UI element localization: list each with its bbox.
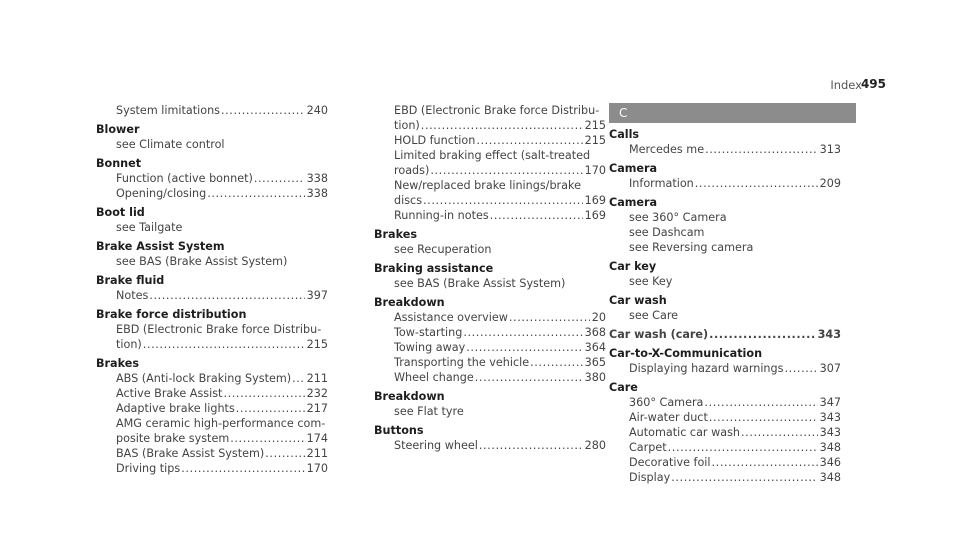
page-header	[788, 78, 908, 94]
index-subentry	[609, 361, 841, 376]
dot-leader	[116, 386, 328, 401]
index-heading: Brakes	[96, 357, 139, 370]
index-subentry	[374, 163, 606, 178]
entry-text: roads)	[394, 164, 430, 177]
page-reference: 215	[306, 338, 328, 351]
dot-leader	[116, 371, 328, 386]
entry-text: Information	[629, 177, 694, 190]
index-subentry	[609, 240, 841, 255]
page-reference: 343	[819, 426, 841, 439]
entry-text: System limitations	[116, 104, 220, 117]
entry-text: discs	[394, 194, 423, 207]
index-heading: Bonnet	[96, 157, 142, 170]
dot-leader	[394, 340, 606, 355]
dot-leader	[609, 327, 841, 342]
index-subentry	[374, 148, 606, 163]
entry-text: see Flat tyre	[394, 405, 464, 418]
index-subentry	[96, 337, 328, 352]
index-subentry	[96, 137, 328, 152]
entry-text: Displaying hazard warnings	[629, 362, 784, 375]
entry-text: Wheel change	[394, 371, 474, 384]
index-subentry	[96, 446, 328, 461]
entry-text: see BAS (Brake Assist System)	[394, 277, 566, 290]
entry-text: Function (active bonnet)	[116, 172, 253, 185]
dot-leader	[116, 288, 328, 303]
dot-leader	[116, 103, 328, 118]
page-number: 495	[860, 77, 886, 91]
entry-text: see Reversing camera	[629, 241, 754, 254]
dot-leader	[394, 355, 606, 370]
dot-leader	[116, 171, 328, 186]
index-subentry	[96, 371, 328, 386]
entry-text: 360° Camera	[629, 396, 704, 409]
index-heading: Boot lid	[96, 206, 145, 219]
page-reference: 347	[819, 396, 841, 409]
page-reference: 169	[584, 209, 606, 222]
entry-text: Automatic car wash	[629, 426, 741, 439]
entry-text: Assistance overview	[394, 311, 508, 324]
dot-leader	[629, 440, 841, 455]
index-subentry	[374, 208, 606, 223]
dot-leader	[629, 455, 841, 470]
page-reference: 215	[584, 134, 606, 147]
entry-text: Car wash (care)	[609, 328, 709, 341]
index-subentry	[374, 118, 606, 133]
index-subentry	[374, 133, 606, 148]
page-reference: 368	[584, 326, 606, 339]
page-reference: 397	[306, 289, 328, 302]
page-reference: 313	[819, 143, 841, 156]
index-subentry	[96, 322, 328, 337]
dot-leader	[629, 395, 841, 410]
index-subentry	[374, 404, 606, 419]
entry-text: Mercedes me	[629, 143, 705, 156]
page-reference: 232	[306, 387, 328, 400]
index-heading: Car key	[609, 260, 657, 273]
index-heading: Brake Assist System	[96, 240, 225, 253]
page-reference: 211	[306, 447, 328, 460]
dot-leader	[394, 438, 606, 453]
index-heading: Car-to-X-Communication	[609, 347, 763, 360]
page-reference: 380	[584, 371, 606, 384]
entry-text: ABS (Anti-lock Braking System)	[116, 372, 292, 385]
index-subentry	[96, 416, 328, 431]
page-reference: 209	[819, 177, 841, 190]
dot-leader	[394, 370, 606, 385]
dot-leader	[116, 431, 328, 446]
index-subentry	[374, 193, 606, 208]
page-reference: 364	[584, 341, 606, 354]
index-subentry	[609, 455, 841, 470]
dot-leader	[629, 142, 841, 157]
dot-leader	[116, 461, 328, 476]
index-heading: Breakdown	[374, 296, 445, 309]
entry-text: Transporting the vehicle	[394, 356, 530, 369]
entry-text: see BAS (Brake Assist System)	[116, 255, 288, 268]
entry-text: Carpet	[629, 441, 667, 454]
dot-leader	[629, 176, 841, 191]
index-label: Index	[830, 78, 862, 92]
entry-text: Steering wheel	[394, 439, 478, 452]
dot-leader	[394, 133, 606, 148]
index-subentry	[374, 178, 606, 193]
index-subentry	[96, 288, 328, 303]
entry-text: Active Brake Assist	[116, 387, 223, 400]
index-heading: Camera	[609, 196, 658, 209]
entry-text: EBD (Electronic Brake force Distribu-	[394, 104, 600, 117]
page-reference: 307	[819, 362, 841, 375]
page-reference: 240	[306, 104, 328, 117]
page-reference: 169	[584, 194, 606, 207]
index-subentry	[96, 186, 328, 201]
index-subentry	[609, 142, 841, 157]
index-subentry	[609, 395, 841, 410]
entry-text: Tow-starting	[394, 326, 463, 339]
dot-leader	[629, 470, 841, 485]
dot-leader	[394, 325, 606, 340]
index-heading: Camera	[609, 162, 658, 175]
index-heading: Car wash	[609, 294, 667, 307]
page-reference: 346	[819, 456, 841, 469]
page-reference: 343	[819, 411, 841, 424]
dot-leader	[116, 186, 328, 201]
page-reference: 211	[306, 372, 328, 385]
page-reference: 338	[306, 172, 328, 185]
index-subentry	[609, 440, 841, 455]
index-heading: Calls	[609, 128, 640, 141]
index-subentry	[374, 340, 606, 355]
entry-text: Adaptive brake lights	[116, 402, 235, 415]
entry-text: see Recuperation	[394, 243, 492, 256]
page-reference: 343	[817, 328, 841, 341]
index-subentry	[96, 220, 328, 235]
index-subentry	[374, 310, 606, 325]
entry-text: Towing away	[394, 341, 466, 354]
index-subentry	[96, 431, 328, 446]
index-subentry	[96, 171, 328, 186]
entry-text: tion)	[394, 119, 420, 132]
index-subentry	[609, 274, 841, 289]
index-heading: Care	[609, 381, 638, 394]
page-reference: 348	[819, 471, 841, 484]
page-reference: 280	[584, 439, 606, 452]
index-heading: Brake force distribution	[96, 308, 247, 321]
entry-text: BAS (Brake Assist System)	[116, 447, 265, 460]
dot-leader	[116, 401, 328, 416]
entry-text: AMG ceramic high-performance com-	[116, 417, 326, 430]
entry-text: HOLD function	[394, 134, 476, 147]
index-subentry	[609, 425, 841, 440]
page-reference: 215	[584, 119, 606, 132]
index-subentry	[374, 438, 606, 453]
index-column-2	[374, 103, 606, 453]
page-reference: 348	[819, 441, 841, 454]
entry-text: Limited braking effect (salt-treated	[394, 149, 591, 162]
index-subentry	[96, 386, 328, 401]
index-subentry	[374, 103, 606, 118]
index-subentry	[96, 401, 328, 416]
page-reference: 217	[306, 402, 328, 415]
entry-text: see Climate control	[116, 138, 225, 151]
page-reference: 20	[591, 311, 606, 324]
entry-text: EBD (Electronic Brake force Distribu-	[116, 323, 322, 336]
index-heading: Braking assistance	[374, 262, 494, 275]
entry-text: see 360° Camera	[629, 211, 727, 224]
dot-leader	[629, 425, 841, 440]
index-column-3	[609, 103, 841, 485]
entry-text: Display	[629, 471, 671, 484]
index-subentry	[96, 461, 328, 476]
entry-text: Running-in notes	[394, 209, 489, 222]
index-subentry	[374, 355, 606, 370]
index-subentry	[374, 325, 606, 340]
index-subentry	[96, 103, 328, 118]
dot-leader	[394, 118, 606, 133]
entry-text: see Key	[629, 275, 673, 288]
index-subentry	[609, 225, 841, 240]
entry-text: see Dashcam	[629, 226, 705, 239]
index-subentry	[609, 176, 841, 191]
index-column-1	[96, 103, 328, 476]
entry-text: New/replaced brake linings/brake	[394, 179, 581, 192]
page-reference: 338	[306, 187, 328, 200]
page-reference: 174	[306, 432, 328, 445]
dot-leader	[116, 446, 328, 461]
entry-text: Notes	[116, 289, 149, 302]
index-subentry	[96, 254, 328, 269]
page-reference: 170	[306, 462, 328, 475]
entry-text: Air-water duct	[629, 411, 708, 424]
page-reference: 170	[584, 164, 606, 177]
dot-leader	[394, 163, 606, 178]
entry-text: see Tailgate	[116, 221, 183, 234]
dot-leader	[116, 337, 328, 352]
index-subentry	[609, 210, 841, 225]
dot-leader	[394, 208, 606, 223]
index-subentry	[609, 470, 841, 485]
page-reference: 365	[584, 356, 606, 369]
index-heading: Blower	[96, 123, 140, 136]
entry-text: Decorative foil	[629, 456, 711, 469]
index-heading: Breakdown	[374, 390, 445, 403]
entry-text: tion)	[116, 338, 142, 351]
index-subentry	[374, 276, 606, 291]
section-letter: C	[609, 103, 856, 123]
entry-text: Opening/closing	[116, 187, 207, 200]
index-heading: Brake fluid	[96, 274, 165, 287]
index-heading: Brakes	[374, 228, 417, 241]
index-heading: Buttons	[374, 424, 424, 437]
dot-leader	[629, 361, 841, 376]
dot-leader	[394, 310, 606, 325]
index-heading	[609, 327, 841, 342]
index-subentry	[374, 370, 606, 385]
dot-leader	[629, 410, 841, 425]
index-subentry	[609, 308, 841, 323]
entry-text: posite brake system	[116, 432, 230, 445]
index-subentry	[374, 242, 606, 257]
entry-text: see Care	[629, 309, 679, 322]
index-subentry	[609, 410, 841, 425]
dot-leader	[394, 193, 606, 208]
entry-text: Driving tips	[116, 462, 181, 475]
